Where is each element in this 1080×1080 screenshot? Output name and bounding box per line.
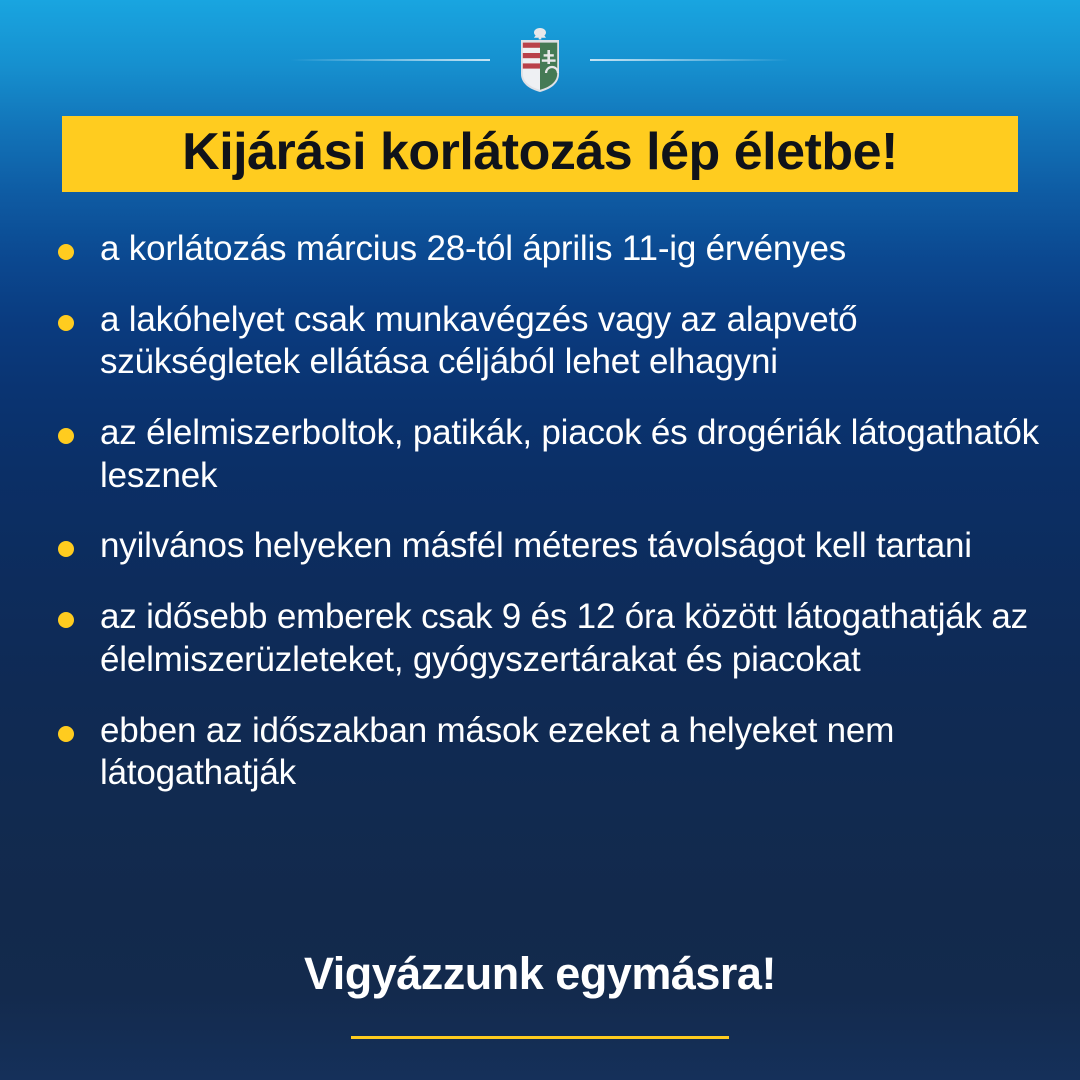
list-item xyxy=(58,412,1043,497)
list-item xyxy=(58,525,1043,568)
page-title: Kijárási korlátozás lép életbe! xyxy=(182,123,898,181)
bullet-dot-icon xyxy=(58,428,74,444)
hungarian-coat-of-arms-icon xyxy=(516,26,564,94)
list-item-label: nyilvános helyeken másfél méteres távolságot kell tartani xyxy=(100,526,972,566)
bullet-dot-icon xyxy=(58,726,74,742)
header-rule-right xyxy=(590,59,790,61)
footer-divider xyxy=(351,1036,729,1039)
bullet-dot-icon xyxy=(58,315,74,331)
footer-slogan: Vigyázzunk egymásra! xyxy=(304,948,776,999)
bullet-list xyxy=(58,228,1043,823)
list-item-label: a korlátozás március 28-tól április 11-ig érvényes xyxy=(100,229,847,268)
list-item xyxy=(58,228,1043,271)
title-band xyxy=(62,116,1018,192)
bullet-dot-icon xyxy=(58,541,74,557)
list-item xyxy=(58,596,1043,681)
list-item xyxy=(58,299,1043,384)
list-item-label: az idősebb emberek csak 9 és 12 óra között látogathatják az élelmiszerüzleteket, gyógyszertárakat és piacokat xyxy=(100,597,1028,679)
bullet-dot-icon xyxy=(58,244,74,260)
list-item-label: ebben az időszakban mások ezeket a helyeket nem látogathatják xyxy=(100,710,895,793)
bullet-dot-icon xyxy=(58,612,74,628)
header-rule-left xyxy=(290,59,490,61)
list-item-label: az élelmiszerboltok, patikák, piacok és drogériák látogathatók lesznek xyxy=(100,413,1039,495)
header-crest-row xyxy=(0,24,1080,96)
list-item-label: a lakóhelyet csak munkavégzés vagy az alapvető szükségletek ellátása céljából lehet elhagyni xyxy=(100,299,858,382)
list-item xyxy=(58,710,1043,795)
